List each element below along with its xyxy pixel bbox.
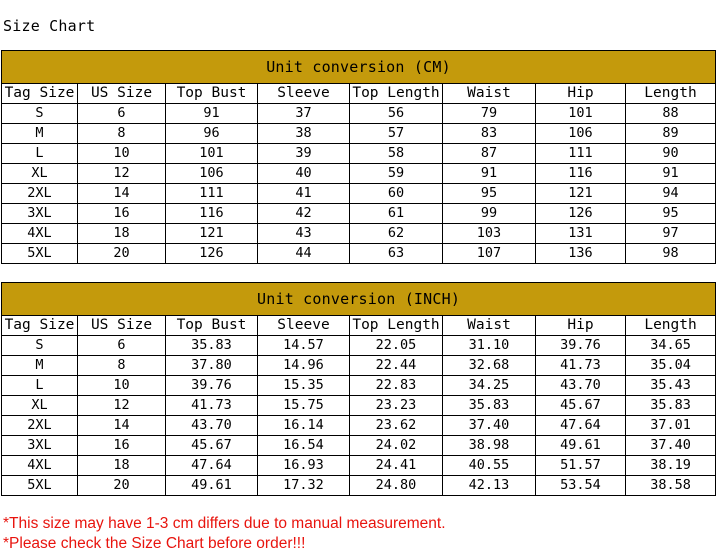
table-banner-row [2, 51, 716, 84]
table-cell: 34.65 [626, 336, 716, 356]
table-cell: 14.96 [258, 356, 350, 376]
column-header: US Size [78, 84, 166, 104]
table-cell: 39 [258, 144, 350, 164]
table-cell: 14 [78, 416, 166, 436]
column-header: Tag Size [2, 84, 78, 104]
table-cell: 106 [536, 124, 626, 144]
table-cell: 14 [78, 184, 166, 204]
table-row [2, 104, 716, 124]
table-cell: S [2, 336, 78, 356]
table-cell: 4XL [2, 456, 78, 476]
table-cell: 16 [78, 436, 166, 456]
table-cell: L [2, 376, 78, 396]
table-cell: 35.04 [626, 356, 716, 376]
column-header: Sleeve [258, 84, 350, 104]
table-cell: 34.25 [443, 376, 536, 396]
note-measurement: *This size may have 1-3 cm differs due to manual measurement. [3, 515, 446, 532]
table-cell: 126 [166, 244, 258, 264]
size-table-inch [1, 282, 716, 496]
table-cell: 32.68 [443, 356, 536, 376]
table-row [2, 416, 716, 436]
column-header: Length [626, 316, 716, 336]
table-cell: 20 [78, 476, 166, 496]
table-cell: 96 [166, 124, 258, 144]
table-cell: 16.14 [258, 416, 350, 436]
table-cell: 5XL [2, 476, 78, 496]
table-cell: 15.75 [258, 396, 350, 416]
table-cell: 45.67 [536, 396, 626, 416]
column-header: Tag Size [2, 316, 78, 336]
table-header-row [2, 316, 716, 336]
table-cell: 15.35 [258, 376, 350, 396]
table-cell: 57 [350, 124, 443, 144]
table-cell: 116 [166, 204, 258, 224]
table-cell: 35.83 [166, 336, 258, 356]
table-cell: 39.76 [536, 336, 626, 356]
table-cell: XL [2, 396, 78, 416]
table-cell: 41.73 [536, 356, 626, 376]
table-cell: 95 [626, 204, 716, 224]
table-cell: 43.70 [536, 376, 626, 396]
size-table-cm [1, 50, 716, 264]
table-cell: 62 [350, 224, 443, 244]
table-cell: 58 [350, 144, 443, 164]
table-cell: S [2, 104, 78, 124]
table-cell: 5XL [2, 244, 78, 264]
table-cell: 18 [78, 224, 166, 244]
table-cell: 106 [166, 164, 258, 184]
table-row [2, 124, 716, 144]
column-header: Top Bust [166, 84, 258, 104]
table-cell: L [2, 144, 78, 164]
table-cell: 40.55 [443, 456, 536, 476]
table-banner-row [2, 283, 716, 316]
table-cell: M [2, 356, 78, 376]
table-cell: 51.57 [536, 456, 626, 476]
table-cell: 17.32 [258, 476, 350, 496]
column-header: Length [626, 84, 716, 104]
table-cell: 2XL [2, 184, 78, 204]
table-cell: 4XL [2, 224, 78, 244]
table-cell: 47.64 [166, 456, 258, 476]
table-cell: 23.23 [350, 396, 443, 416]
table-cell: 61 [350, 204, 443, 224]
table-cell: 18 [78, 456, 166, 476]
table-cell: 87 [443, 144, 536, 164]
table-row [2, 244, 716, 264]
column-header: Top Bust [166, 316, 258, 336]
table-cell: 97 [626, 224, 716, 244]
table-cell: 53.54 [536, 476, 626, 496]
table-cell: 8 [78, 124, 166, 144]
table-cell: 42.13 [443, 476, 536, 496]
table-cell: 44 [258, 244, 350, 264]
table-cell: 31.10 [443, 336, 536, 356]
table-cell: 111 [166, 184, 258, 204]
table-cell: 101 [536, 104, 626, 124]
table-cell: 91 [626, 164, 716, 184]
table-cell: 40 [258, 164, 350, 184]
table-cell: 121 [166, 224, 258, 244]
table-cell: 22.05 [350, 336, 443, 356]
table-cell: 37 [258, 104, 350, 124]
table-cell: 22.44 [350, 356, 443, 376]
table-cell: 38.58 [626, 476, 716, 496]
column-header: Top Length [350, 84, 443, 104]
table-cell: 10 [78, 144, 166, 164]
table-row [2, 144, 716, 164]
table-cell: 37.40 [443, 416, 536, 436]
table-cell: 2XL [2, 416, 78, 436]
table-cell: 95 [443, 184, 536, 204]
table-banner: Unit conversion (CM) [2, 51, 716, 84]
table-cell: 90 [626, 144, 716, 164]
table-cell: 88 [626, 104, 716, 124]
table-cell: 89 [626, 124, 716, 144]
table-cell: 37.01 [626, 416, 716, 436]
table-cell: 24.80 [350, 476, 443, 496]
table-cell: 101 [166, 144, 258, 164]
table-cell: 41 [258, 184, 350, 204]
table-cell: 3XL [2, 436, 78, 456]
table-cell: 63 [350, 244, 443, 264]
notes [3, 514, 446, 554]
table-header-row [2, 84, 716, 104]
table-cell: 3XL [2, 204, 78, 224]
table-cell: 43.70 [166, 416, 258, 436]
column-header: Top Length [350, 316, 443, 336]
table-cell: 49.61 [166, 476, 258, 496]
table-cell: 111 [536, 144, 626, 164]
table-cell: 22.83 [350, 376, 443, 396]
table-cell: 49.61 [536, 436, 626, 456]
table-row [2, 204, 716, 224]
table-cell: 98 [626, 244, 716, 264]
table-cell: 16 [78, 204, 166, 224]
table-cell: 38 [258, 124, 350, 144]
note-check-chart: *Please check the Size Chart before order!!! [3, 535, 306, 552]
table-cell: 121 [536, 184, 626, 204]
column-header: Sleeve [258, 316, 350, 336]
column-header: Waist [443, 316, 536, 336]
table-cell: 24.02 [350, 436, 443, 456]
table-row [2, 436, 716, 456]
table-cell: 6 [78, 336, 166, 356]
table-cell: 116 [536, 164, 626, 184]
table-cell: 136 [536, 244, 626, 264]
table-cell: 35.43 [626, 376, 716, 396]
table-banner: Unit conversion (INCH) [2, 283, 716, 316]
table-cell: 38.98 [443, 436, 536, 456]
table-cell: 41.73 [166, 396, 258, 416]
table-cell: 12 [78, 164, 166, 184]
table-cell: 10 [78, 376, 166, 396]
table-row [2, 164, 716, 184]
table-cell: 45.67 [166, 436, 258, 456]
table-cell: 83 [443, 124, 536, 144]
table-row [2, 476, 716, 496]
table-cell: 20 [78, 244, 166, 264]
table-cell: 38.19 [626, 456, 716, 476]
table-cell: 56 [350, 104, 443, 124]
table-cell: 94 [626, 184, 716, 204]
table-cell: 24.41 [350, 456, 443, 476]
table-cell: 42 [258, 204, 350, 224]
table-cell: 35.83 [443, 396, 536, 416]
table-cell: 103 [443, 224, 536, 244]
table-row [2, 456, 716, 476]
table-cell: 91 [166, 104, 258, 124]
table-cell: 35.83 [626, 396, 716, 416]
table-cell: 12 [78, 396, 166, 416]
table-cell: 91 [443, 164, 536, 184]
table-cell: 79 [443, 104, 536, 124]
table-cell: 131 [536, 224, 626, 244]
table-cell: 37.40 [626, 436, 716, 456]
table-cell: 16.54 [258, 436, 350, 456]
table-row [2, 336, 716, 356]
table-cell: 14.57 [258, 336, 350, 356]
column-header: US Size [78, 316, 166, 336]
column-header: Hip [536, 316, 626, 336]
column-header: Hip [536, 84, 626, 104]
column-header: Waist [443, 84, 536, 104]
table-cell: 107 [443, 244, 536, 264]
table-cell: 8 [78, 356, 166, 376]
table-cell: 126 [536, 204, 626, 224]
table-cell: 6 [78, 104, 166, 124]
table-cell: 43 [258, 224, 350, 244]
table-cell: M [2, 124, 78, 144]
table-cell: 37.80 [166, 356, 258, 376]
table-row [2, 184, 716, 204]
table-cell: 59 [350, 164, 443, 184]
table-cell: 23.62 [350, 416, 443, 436]
table-cell: 39.76 [166, 376, 258, 396]
table-cell: 99 [443, 204, 536, 224]
page-title: Size Chart [3, 17, 96, 35]
table-cell: 16.93 [258, 456, 350, 476]
table-row [2, 224, 716, 244]
table-row [2, 396, 716, 416]
table-cell: 60 [350, 184, 443, 204]
table-row [2, 356, 716, 376]
table-cell: XL [2, 164, 78, 184]
table-cell: 47.64 [536, 416, 626, 436]
table-row [2, 376, 716, 396]
